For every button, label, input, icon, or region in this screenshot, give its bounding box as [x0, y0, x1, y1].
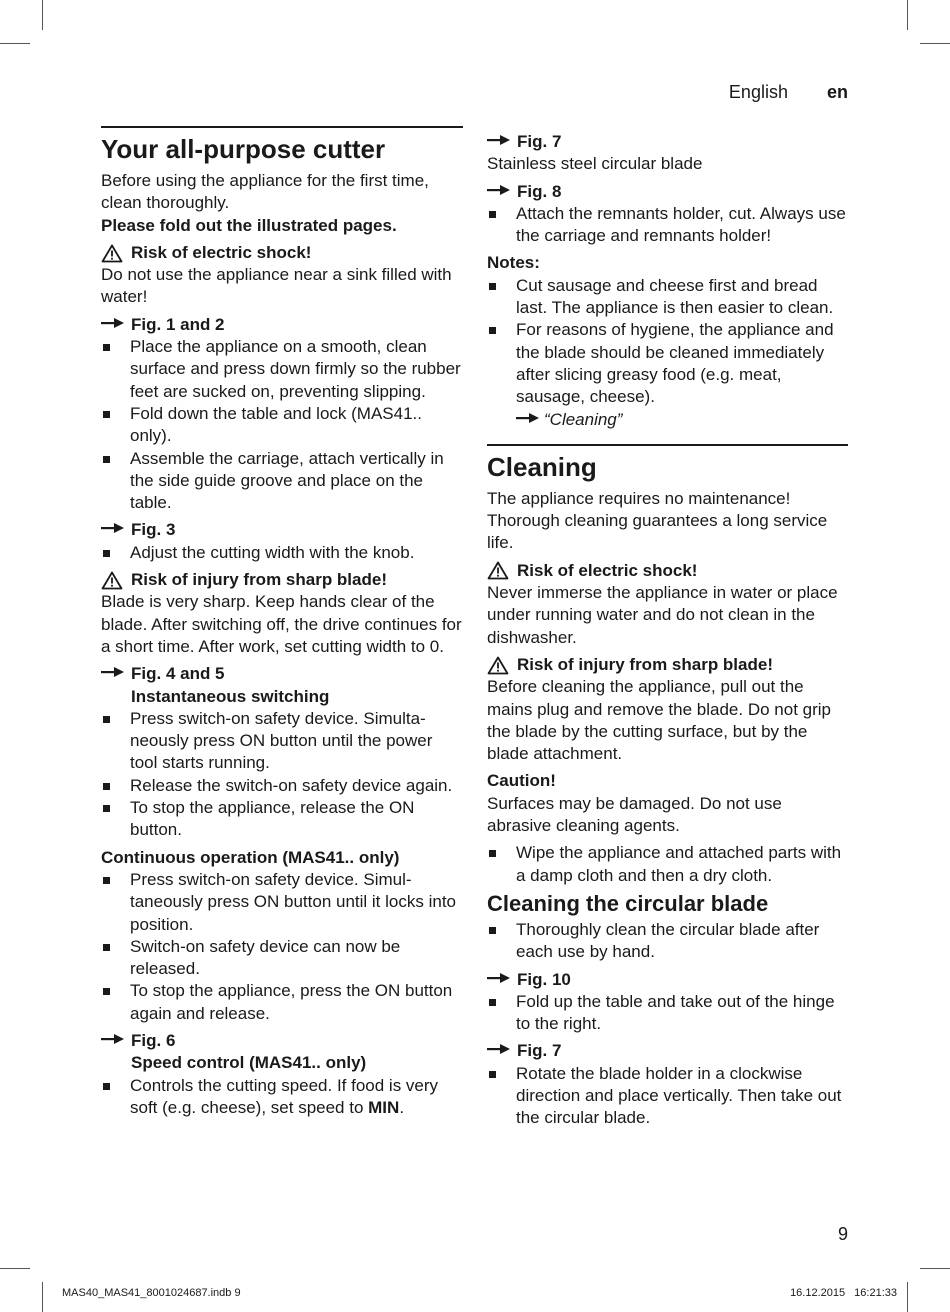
list-item — [101, 403, 463, 448]
bullet-list — [487, 275, 848, 431]
cross-reference[interactable] — [516, 409, 622, 431]
list-item — [101, 980, 463, 1025]
figure-subtitle: Speed control (MAS41.. only) — [131, 1053, 367, 1073]
figure-label: Fig. 3 — [131, 520, 176, 540]
list-item — [101, 869, 463, 936]
figure-reference — [101, 663, 463, 708]
footer-file-info: MAS40_MAS41_8001024687.indb 9 — [62, 1287, 241, 1299]
left-column — [101, 126, 463, 1119]
warning-title: Risk of electric shock! — [131, 242, 312, 262]
language-name: English — [728, 82, 788, 102]
arrow-right-icon — [487, 134, 517, 146]
arrow-right-icon — [487, 1043, 517, 1055]
list-item — [101, 336, 463, 403]
page-number: 9 — [837, 1224, 848, 1244]
bullet-icon — [103, 550, 110, 557]
bullet-icon — [103, 877, 110, 884]
bullet-icon — [489, 850, 496, 857]
intro-text: Before using the appliance for the first time, clean thoroughly. — [101, 171, 429, 213]
list-item — [487, 319, 848, 430]
list-item — [487, 275, 848, 320]
bullet-list — [487, 991, 848, 1036]
bullet-list — [101, 708, 463, 842]
list-item — [487, 919, 848, 964]
crop-mark — [42, 1282, 43, 1312]
warning-text: Blade is very sharp. Keep hands clear of the blade. After switching off, the drive continues for a short time. After work, set cutting width to 0. — [101, 592, 462, 656]
figure-reference — [101, 314, 463, 336]
right-column — [487, 131, 848, 1130]
bullet-icon — [103, 944, 110, 951]
cleaning-intro: The appliance requires no maintenance! Thorough cleaning guarantees a long service life. — [487, 488, 828, 553]
bullet-list — [487, 1063, 848, 1130]
figure-reference — [487, 969, 848, 991]
figure-label — [131, 1030, 366, 1075]
list-item-text: Cut sausage and cheese first and bread last. The appliance is then easier to clean. — [516, 275, 834, 318]
warning-text: Do not use the appliance near a sink filled with water! — [101, 265, 452, 307]
figure-reference — [487, 181, 848, 203]
bullet-icon — [489, 927, 496, 934]
bullet-icon — [103, 716, 110, 723]
list-item-text: Assemble the carriage, attach vertically in the side guide groove and place on the table. — [130, 448, 444, 513]
list-item — [487, 842, 848, 887]
figure-label: Fig. 7 — [517, 1041, 562, 1061]
list-item-text: Adjust the cutting width with the knob. — [130, 542, 415, 562]
list-item — [487, 1063, 848, 1130]
arrow-right-icon — [101, 666, 131, 678]
list-item-text: Press switch-on safety device. Simulta-neously press ON button until the power tool starts running. — [130, 708, 433, 773]
figure-label: Fig. 8 — [517, 181, 562, 201]
bullet-icon — [489, 211, 496, 218]
section-rule — [101, 126, 463, 128]
list-item-text: Press switch-on safety device. Simul-taneously press ON button until it locks into position. — [130, 869, 456, 934]
subsection-title: Cleaning the circular blade — [487, 890, 769, 916]
figure-caption: Stainless steel circular blade — [487, 154, 703, 174]
figure-reference — [101, 1030, 463, 1075]
warning-triangle-icon — [101, 571, 123, 590]
bullet-icon — [489, 283, 496, 290]
section-title: Your all-purpose cutter — [101, 134, 386, 164]
list-item — [101, 708, 463, 775]
crop-mark — [907, 0, 908, 30]
fold-out-note: Please fold out the illustrated pages. — [101, 215, 397, 235]
figure-reference — [487, 1040, 848, 1062]
warning-triangle-icon — [101, 244, 123, 263]
crop-mark — [0, 1268, 30, 1269]
warning-sharp-blade — [101, 569, 463, 591]
figure-reference — [487, 131, 848, 153]
list-item-text: Thoroughly clean the circular blade after each use by hand. — [516, 919, 820, 962]
bullet-list — [487, 919, 848, 964]
warning-text: Never immerse the appliance in water or place under running water and do not clean in the dishwasher. — [487, 583, 838, 647]
bullet-icon — [103, 805, 110, 812]
arrow-right-icon — [487, 972, 517, 984]
list-item — [101, 775, 463, 797]
figure-subtitle: Instantaneous switching — [131, 686, 330, 706]
bullet-icon — [103, 344, 110, 351]
footer-datetime: 16.12.2015 16:21:33 — [790, 1287, 897, 1299]
list-item-text: Fold down the table and lock (MAS41.. only). — [130, 403, 422, 446]
bullet-icon — [103, 456, 110, 463]
list-item-text: For reasons of hygiene, the appliance and the blade should be cleaned immediately after slicing greasy food (e.g. meat, sausage, cheese). — [516, 320, 834, 407]
warning-triangle-icon — [487, 561, 509, 580]
warning-triangle-icon — [487, 656, 509, 675]
bullet-icon — [489, 999, 496, 1006]
arrow-right-icon — [101, 1033, 131, 1045]
bullet-list — [487, 842, 848, 887]
warning-title: Risk of injury from sharp blade! — [517, 654, 773, 674]
section-title: Cleaning — [487, 451, 597, 482]
speed-setting: MIN — [368, 1097, 400, 1117]
bullet-icon — [489, 1071, 496, 1078]
bullet-list — [101, 336, 463, 514]
warning-text: Before cleaning the appliance, pull out the mains plug and remove the blade. Do not grip the blade by the cutting surface, but by the blade attachment. — [487, 677, 831, 764]
list-item-text: To stop the appliance, release the ON button. — [130, 798, 415, 840]
figure-label — [131, 663, 329, 708]
list-item-text-end: . — [399, 1097, 405, 1117]
list-item-text: Attach the remnants holder, cut. Always use the carriage and remnants holder! — [516, 203, 846, 246]
bullet-list — [101, 869, 463, 1025]
warning-sharp-blade — [487, 654, 848, 676]
bullet-icon — [103, 783, 110, 790]
warning-electric-shock — [487, 560, 848, 582]
list-item-text: Fold up the table and take out of the hinge to the right. — [516, 991, 835, 1034]
list-item-text: Controls the cutting speed. If food is very soft (e.g. cheese), set speed to — [130, 1075, 439, 1117]
warning-title: Risk of injury from sharp blade! — [131, 570, 387, 590]
list-item — [101, 936, 463, 981]
figure-label: Fig. 7 — [517, 132, 562, 151]
notes-heading: Notes: — [487, 253, 540, 273]
arrow-right-icon — [516, 408, 544, 430]
warning-electric-shock — [101, 242, 463, 264]
cross-reference-text[interactable]: “Cleaning” — [544, 409, 623, 429]
list-item-text: Release the switch-on safety device again. — [130, 775, 453, 795]
bullet-list — [101, 542, 463, 564]
list-item — [101, 448, 463, 515]
bullet-icon — [489, 327, 496, 334]
bullet-icon — [103, 411, 110, 418]
list-item-text: To stop the appliance, press the ON button again and release. — [130, 981, 453, 1023]
arrow-right-icon — [487, 184, 517, 196]
section-rule — [487, 444, 848, 446]
subsection-heading: Continuous operation (MAS41.. only) — [101, 847, 400, 867]
caution-text: Surfaces may be damaged. Do not use abrasive cleaning agents. — [487, 793, 782, 836]
bullet-list — [487, 203, 848, 248]
language-code: en — [826, 82, 848, 102]
figure-label: Fig. 10 — [517, 969, 571, 989]
crop-mark — [907, 1282, 908, 1312]
crop-mark — [0, 43, 30, 44]
bullet-icon — [103, 1083, 110, 1090]
bullet-icon — [103, 988, 110, 995]
figure-label-main: Fig. 6 — [131, 1030, 176, 1050]
figure-label-main: Fig. 4 and 5 — [131, 664, 225, 684]
figure-label: Fig. 1 and 2 — [131, 314, 225, 334]
crop-mark — [920, 1268, 950, 1269]
list-item — [487, 203, 848, 248]
list-item — [487, 991, 848, 1036]
list-item-text: Switch-on safety device can now be released. — [130, 936, 401, 979]
crop-mark — [920, 43, 950, 44]
bullet-list — [101, 1075, 463, 1120]
crop-mark — [42, 0, 43, 30]
list-item — [101, 797, 463, 842]
list-item — [101, 1075, 463, 1120]
warning-title: Risk of electric shock! — [517, 560, 698, 580]
list-item-text: Wipe the appliance and attached parts with a damp cloth and then a dry cloth. — [516, 843, 842, 885]
language-header — [729, 82, 848, 103]
arrow-right-icon — [101, 522, 131, 534]
list-item-text: Rotate the blade holder in a clockwise direction and place vertically. Then take out the circular blade. — [516, 1063, 842, 1128]
caution-heading: Caution! — [487, 771, 556, 791]
list-item — [101, 542, 463, 564]
arrow-right-icon — [101, 317, 131, 329]
list-item-text: Place the appliance on a smooth, clean surface and press down firmly so the rubber feet are sucked on, preventing slipping. — [130, 337, 461, 401]
figure-reference — [101, 519, 463, 541]
